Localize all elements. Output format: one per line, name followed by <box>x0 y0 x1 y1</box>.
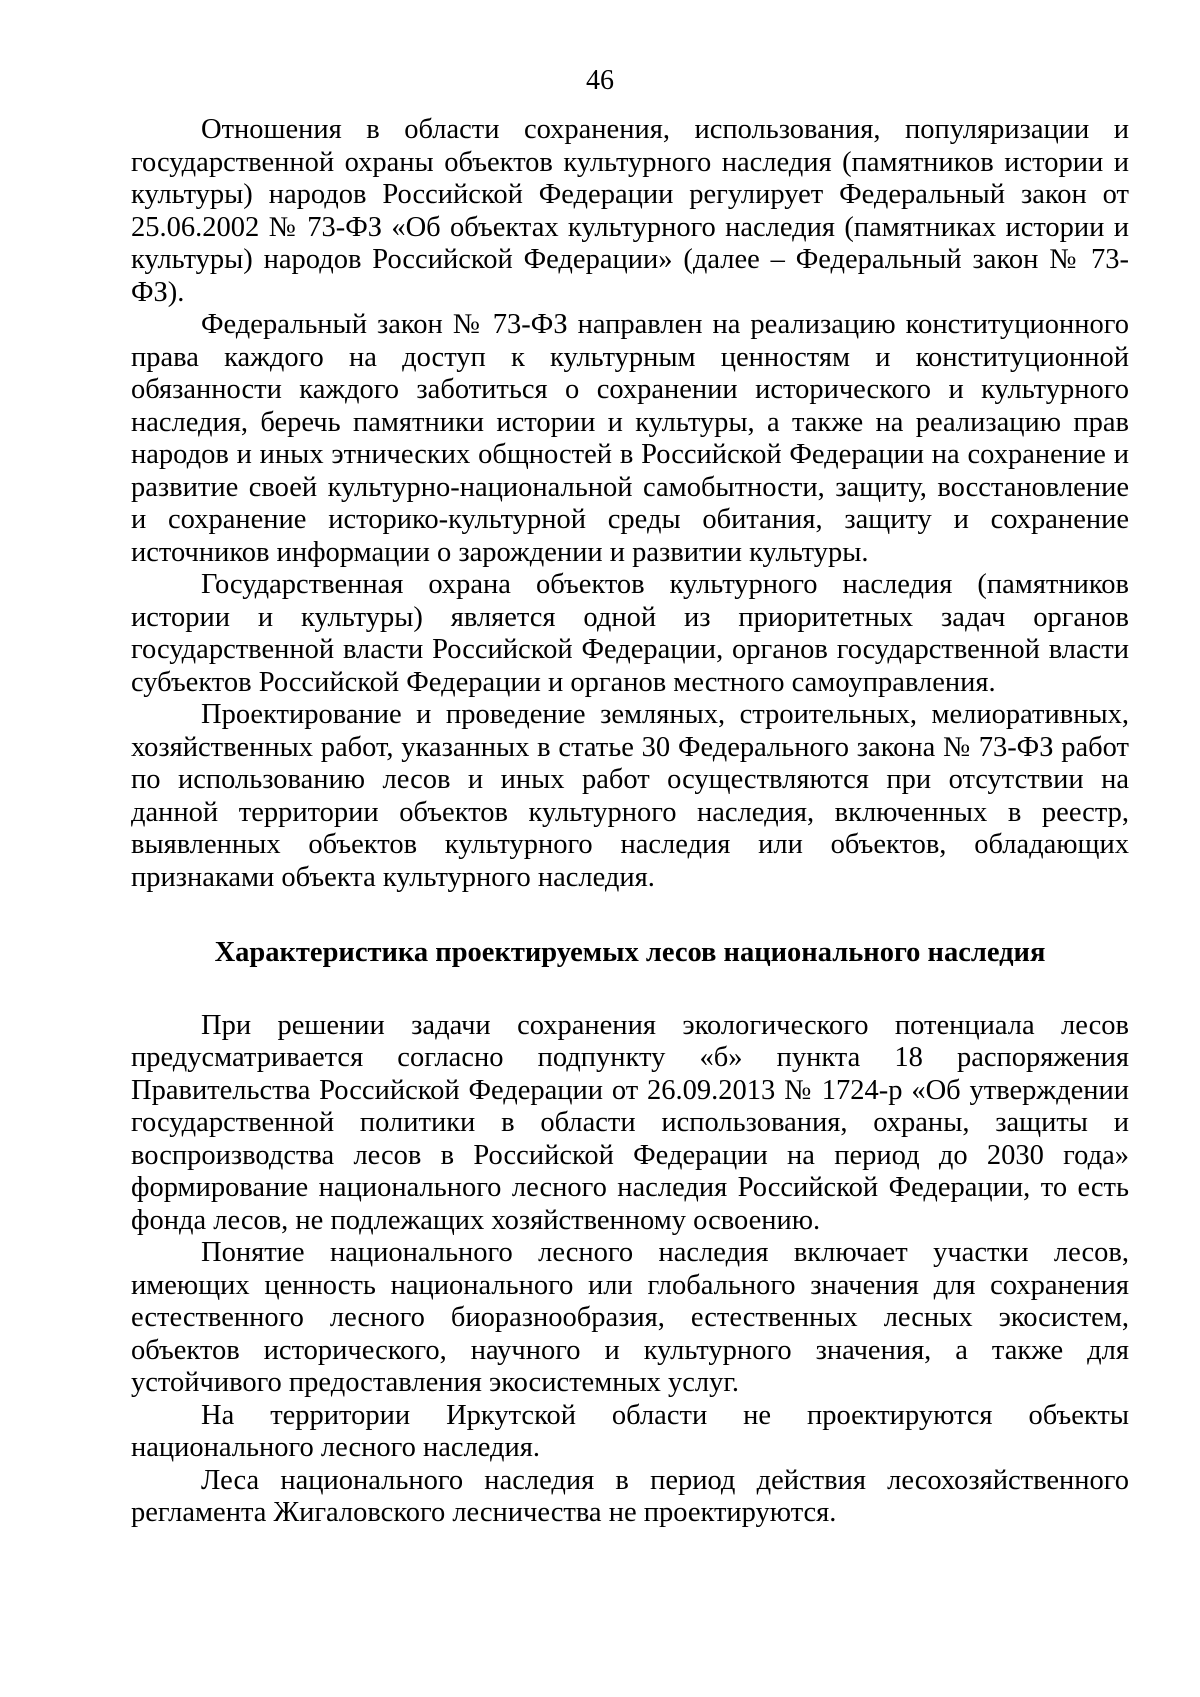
paragraph-ecological-potential: При решении задачи сохранения экологического потенциала лесов предусматривается согласно подпункту «б» пункта 18 распоряжения Правительства Российской Федерации от 26.09.2013 № 1724-р «Об утверждении государственной политики в области использования, охраны, защиты и воспроизводства лесов в Российской Федерации на период до 2030 года» формирование национального лесного наследия Российской Федерации, то есть фонда лесов, не подлежащих хозяйственному освоению. <box>131 1009 1129 1236</box>
paragraph-works-conditions: Проектирование и проведение земляных, строительных, мелиоративных, хозяйственных работ, указанных в статье 30 Федерального закона № 73-ФЗ работ по использованию лесов и иных работ осуществляются при отсутствии на данной территории объектов культурного наследия, включенных в реестр, выявленных объектов культурного наследия или объектов, обладающих признаками объекта культурного наследия. <box>131 699 1129 893</box>
paragraph-federal-law-purpose: Федеральный закон № 73-ФЗ направлен на реализацию конституционного права каждого на доступ к культурным ценностям и конституционной обязанности каждого заботиться о сохранении исторического и культурного наследия, беречь памятники истории и культуры, а также на реализацию прав народов и иных этнических общностей в Российской Федерации на сохранение и развитие своей культурно-национальной самобытности, защиту, восстановление и сохранение историко-культурной среды обитания, защиту и сохранение источников информации о зарождении и развитии культуры. <box>131 309 1129 568</box>
section-heading: Характеристика проектируемых лесов национального наследия <box>214 937 1046 968</box>
paragraph-irkutsk-region: На территории Иркутской области не проектируются объекты национального лесного наследия. <box>131 1399 1129 1463</box>
paragraph-state-protection: Государственная охрана объектов культурного наследия (памятников истории и культуры) является одной из приоритетных задач органов государственной власти Российской Федерации, органов государственной власти субъектов Российской Федерации и органов местного самоуправления. <box>131 569 1129 698</box>
paragraph-zhigalovo-forestry: Леса национального наследия в период действия лесохозяйственного регламента Жигаловского лесничества не проектируются. <box>131 1464 1129 1528</box>
page-number: 46 <box>586 65 614 96</box>
paragraph-cultural-heritage-regulation: Отношения в области сохранения, использования, популяризации и государственной охраны объектов культурного наследия (памятников истории и культуры) народов Российской Федерации регулирует Федеральный закон от 25.06.2002 № 73-ФЗ «Об объектах культурного наследия (памятниках истории и культуры) народов Российской Федерации» (далее – Федеральный закон № 73-ФЗ). <box>131 114 1129 308</box>
paragraph-national-heritage-concept: Понятие национального лесного наследия включает участки лесов, имеющих ценность национального или глобального значения для сохранения естественного лесного биоразнообразия, естественных лесных экосистем, объектов исторического, научного и культурного значения, а также для устойчивого предоставления экосистемных услуг. <box>131 1237 1129 1398</box>
document-body <box>131 114 1129 1530</box>
